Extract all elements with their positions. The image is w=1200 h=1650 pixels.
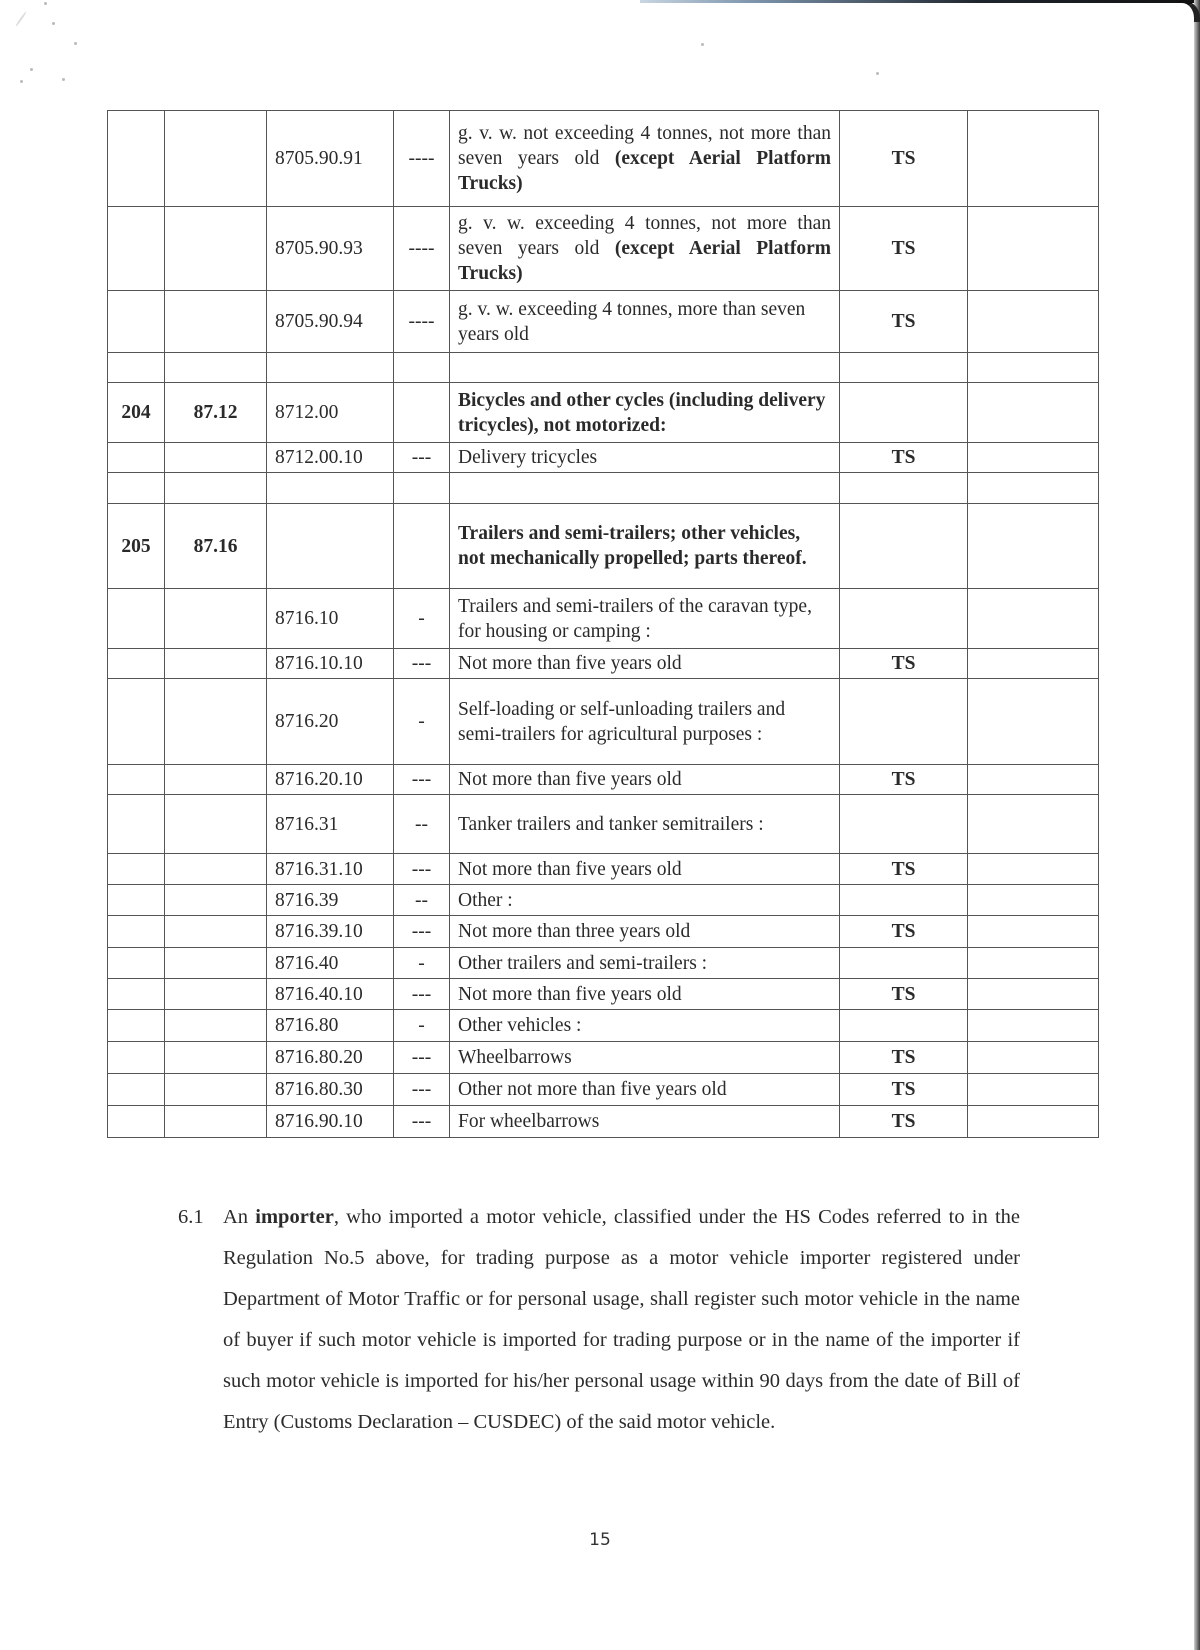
table-row — [108, 1074, 1099, 1106]
level-dash-cell — [394, 504, 450, 589]
serial-number-cell — [108, 679, 165, 765]
ts-cell — [840, 353, 968, 383]
level-dash-cell: -- — [394, 885, 450, 916]
ts-cell — [840, 795, 968, 854]
table-row — [108, 383, 1099, 443]
ts-cell — [840, 589, 968, 649]
serial-number-cell — [108, 291, 165, 353]
heading-cell — [165, 649, 267, 679]
description-bold-text: Trailers and semi-trailers; other vehicles, not mechanically propelled; parts thereof. — [458, 523, 807, 569]
description-cell — [450, 795, 840, 854]
ts-cell: TS — [840, 916, 968, 948]
hs-code-cell: 8716.31.10 — [267, 854, 394, 885]
table-row — [108, 885, 1099, 916]
ts-cell — [840, 679, 968, 765]
scan-mark — [44, 2, 47, 5]
scan-edge-top — [640, 0, 1200, 3]
scan-edge-right — [1194, 0, 1200, 1650]
description-bold-text: Bicycles and other cycles (including delivery tricycles), not motorized: — [458, 389, 826, 436]
description-text: Self-loading or self-unloading trailers and semi-trailers for agricultural purposes : — [458, 698, 786, 745]
table-row — [108, 443, 1099, 473]
heading-cell — [165, 948, 267, 979]
level-dash-cell: --- — [394, 1106, 450, 1138]
hs-code-cell: 8716.39.10 — [267, 916, 394, 948]
remarks-cell — [968, 383, 1099, 443]
serial-number-cell: 204 — [108, 383, 165, 443]
serial-number-cell — [108, 473, 165, 504]
ts-cell — [840, 885, 968, 916]
hs-code-cell: 8716.20 — [267, 679, 394, 765]
heading-cell — [165, 765, 267, 795]
description-cell — [450, 443, 840, 473]
description-cell — [450, 649, 840, 679]
heading-cell: 87.16 — [165, 504, 267, 589]
description-text: Other not more than five years old — [458, 1079, 727, 1100]
level-dash-cell: - — [394, 589, 450, 649]
heading-cell — [165, 916, 267, 948]
heading-cell — [165, 443, 267, 473]
table-row — [108, 111, 1099, 207]
paragraph-6-1 — [178, 1197, 1020, 1443]
serial-number-cell — [108, 916, 165, 948]
heading-cell — [165, 207, 267, 291]
table-row — [108, 795, 1099, 854]
remarks-cell — [968, 291, 1099, 353]
hs-code-cell: 8705.90.94 — [267, 291, 394, 353]
description-text: g. v. w. not exceeding 4 tonnes, not more than seven years old — [458, 123, 831, 169]
hs-code-cell: 8716.31 — [267, 795, 394, 854]
level-dash-cell: --- — [394, 1074, 450, 1106]
serial-number-cell — [108, 948, 165, 979]
description-cell — [450, 679, 840, 765]
paragraph-number: 6.1 — [178, 1206, 204, 1228]
heading-cell — [165, 1010, 267, 1042]
serial-number-cell: 205 — [108, 504, 165, 589]
hs-code-cell: 8705.90.93 — [267, 207, 394, 291]
ts-cell: TS — [840, 979, 968, 1010]
hs-code-cell: 8716.40.10 — [267, 979, 394, 1010]
level-dash-cell: - — [394, 1010, 450, 1042]
ts-cell: TS — [840, 443, 968, 473]
ts-cell — [840, 504, 968, 589]
table-body — [108, 111, 1099, 1138]
serial-number-cell — [108, 649, 165, 679]
table-row — [108, 916, 1099, 948]
heading-cell — [165, 795, 267, 854]
remarks-cell — [968, 1010, 1099, 1042]
table-row — [108, 854, 1099, 885]
remarks-cell — [968, 795, 1099, 854]
ts-cell — [840, 948, 968, 979]
paragraph-bold-term: importer — [255, 1206, 334, 1228]
remarks-cell — [968, 679, 1099, 765]
remarks-cell — [968, 504, 1099, 589]
description-cell — [450, 854, 840, 885]
hs-code-cell: 8716.40 — [267, 948, 394, 979]
table-row — [108, 473, 1099, 504]
remarks-cell — [968, 1042, 1099, 1074]
ts-cell — [840, 383, 968, 443]
page-number: 15 — [589, 1530, 611, 1550]
serial-number-cell — [108, 443, 165, 473]
description-cell — [450, 1106, 840, 1138]
level-dash-cell: --- — [394, 765, 450, 795]
level-dash-cell: --- — [394, 854, 450, 885]
description-text: Other : — [458, 889, 513, 911]
level-dash-cell: -- — [394, 795, 450, 854]
heading-cell — [165, 353, 267, 383]
paragraph-text — [178, 1197, 1020, 1443]
ts-cell: TS — [840, 1106, 968, 1138]
description-text: Trailers and semi-trailers of the caravan type, for housing or camping : — [458, 595, 812, 642]
serial-number-cell — [108, 854, 165, 885]
level-dash-cell — [394, 353, 450, 383]
table-row — [108, 948, 1099, 979]
serial-number-cell — [108, 765, 165, 795]
table-row — [108, 679, 1099, 765]
table-row — [108, 353, 1099, 383]
description-text: Other vehicles : — [458, 1015, 582, 1036]
level-dash-cell: - — [394, 948, 450, 979]
serial-number-cell — [108, 589, 165, 649]
ts-cell: TS — [840, 291, 968, 353]
description-cell — [450, 383, 840, 443]
serial-number-cell — [108, 207, 165, 291]
description-cell — [450, 589, 840, 649]
level-dash-cell: - — [394, 679, 450, 765]
hs-code-table — [107, 110, 1099, 1138]
ts-cell: TS — [840, 1074, 968, 1106]
heading-cell: 87.12 — [165, 383, 267, 443]
serial-number-cell — [108, 111, 165, 207]
hs-code-cell — [267, 473, 394, 504]
description-text: Other trailers and semi-trailers : — [458, 952, 708, 974]
paragraph-body: , who imported a motor vehicle, classified under the HS Codes referred to in the Regulation No.5 above, for trading purpose as a motor vehicle importer registered under Department of Motor Traffic or for personal usage, shall register such motor vehicle in the name of buyer if such motor vehicle is imported for trading purpose or in the name of the importer if such motor vehicle is imported for his/her personal usage within 90 days from the date of Bill of Entry (Customs Declaration – CUSDEC) of the said motor vehicle. — [223, 1206, 1021, 1433]
hs-code-cell: 8716.80.20 — [267, 1042, 394, 1074]
heading-cell — [165, 473, 267, 504]
heading-cell — [165, 1106, 267, 1138]
hs-code-cell: 8712.00.10 — [267, 443, 394, 473]
hs-code-cell: 8716.10.10 — [267, 649, 394, 679]
hs-code-cell: 8716.39 — [267, 885, 394, 916]
description-text: Tanker trailers and tanker semitrailers : — [458, 813, 764, 835]
description-cell — [450, 948, 840, 979]
hs-code-cell: 8716.90.10 — [267, 1106, 394, 1138]
serial-number-cell — [108, 353, 165, 383]
remarks-cell — [968, 473, 1099, 504]
serial-number-cell — [108, 1010, 165, 1042]
description-cell — [450, 916, 840, 948]
scan-mark — [74, 42, 77, 45]
description-text: g. v. w. exceeding 4 tonnes, not more than seven years old — [458, 213, 831, 259]
level-dash-cell — [394, 473, 450, 504]
remarks-cell — [968, 885, 1099, 916]
ts-cell: TS — [840, 765, 968, 795]
paragraph-lead: An — [223, 1206, 256, 1228]
level-dash-cell: --- — [394, 1042, 450, 1074]
level-dash-cell: ---- — [394, 111, 450, 207]
description-cell — [450, 1074, 840, 1106]
description-cell — [450, 291, 840, 353]
scan-mark — [20, 80, 23, 83]
remarks-cell — [968, 649, 1099, 679]
ts-cell: TS — [840, 207, 968, 291]
description-cell — [450, 504, 840, 589]
scan-mark — [62, 78, 65, 81]
level-dash-cell: --- — [394, 649, 450, 679]
serial-number-cell — [108, 885, 165, 916]
description-text: Not more than five years old — [458, 858, 682, 880]
remarks-cell — [968, 111, 1099, 207]
ts-cell: TS — [840, 854, 968, 885]
serial-number-cell — [108, 795, 165, 854]
hs-code-cell: 8712.00 — [267, 383, 394, 443]
remarks-cell — [968, 948, 1099, 979]
description-cell — [450, 765, 840, 795]
remarks-cell — [968, 1074, 1099, 1106]
description-cell — [450, 1042, 840, 1074]
scan-mark — [30, 68, 33, 71]
scan-mark — [52, 22, 55, 25]
heading-cell — [165, 1074, 267, 1106]
description-text: Not more than five years old — [458, 983, 682, 1005]
level-dash-cell: --- — [394, 979, 450, 1010]
level-dash-cell: ---- — [394, 291, 450, 353]
serial-number-cell — [108, 1042, 165, 1074]
hs-code-cell — [267, 504, 394, 589]
serial-number-cell — [108, 1074, 165, 1106]
heading-cell — [165, 111, 267, 207]
remarks-cell — [968, 353, 1099, 383]
description-cell — [450, 473, 840, 504]
table-row — [108, 1106, 1099, 1138]
ts-cell: TS — [840, 111, 968, 207]
ts-cell — [840, 473, 968, 504]
scan-mark — [15, 11, 27, 27]
heading-cell — [165, 885, 267, 916]
description-cell — [450, 979, 840, 1010]
serial-number-cell — [108, 1106, 165, 1138]
heading-cell — [165, 979, 267, 1010]
table-row — [108, 1042, 1099, 1074]
level-dash-cell — [394, 383, 450, 443]
heading-cell — [165, 589, 267, 649]
description-text: Not more than five years old — [458, 769, 682, 790]
table-row — [108, 1010, 1099, 1042]
table-row — [108, 291, 1099, 353]
table-row — [108, 649, 1099, 679]
table-row — [108, 504, 1099, 589]
description-cell — [450, 885, 840, 916]
hs-code-cell: 8716.10 — [267, 589, 394, 649]
hs-code-cell: 8716.80.30 — [267, 1074, 394, 1106]
remarks-cell — [968, 979, 1099, 1010]
scan-mark — [701, 43, 704, 46]
level-dash-cell: ---- — [394, 207, 450, 291]
description-text: Wheelbarrows — [458, 1047, 572, 1068]
level-dash-cell: --- — [394, 443, 450, 473]
remarks-cell — [968, 589, 1099, 649]
description-bold-text: (except Aerial Platform Trucks) — [458, 148, 831, 194]
remarks-cell — [968, 207, 1099, 291]
hs-code-cell: 8716.80 — [267, 1010, 394, 1042]
heading-cell — [165, 679, 267, 765]
remarks-cell — [968, 854, 1099, 885]
table-row — [108, 207, 1099, 291]
remarks-cell — [968, 443, 1099, 473]
remarks-cell — [968, 765, 1099, 795]
heading-cell — [165, 291, 267, 353]
level-dash-cell: --- — [394, 916, 450, 948]
ts-cell: TS — [840, 649, 968, 679]
description-cell — [450, 207, 840, 291]
description-text: For wheelbarrows — [458, 1111, 600, 1132]
description-text: Not more than five years old — [458, 653, 682, 674]
heading-cell — [165, 854, 267, 885]
description-cell — [450, 1010, 840, 1042]
table-row — [108, 765, 1099, 795]
hs-code-cell: 8705.90.91 — [267, 111, 394, 207]
heading-cell — [165, 1042, 267, 1074]
description-text: Not more than three years old — [458, 921, 691, 942]
table-row — [108, 979, 1099, 1010]
ts-cell: TS — [840, 1042, 968, 1074]
serial-number-cell — [108, 979, 165, 1010]
description-text: Delivery tricycles — [458, 447, 598, 468]
ts-cell — [840, 1010, 968, 1042]
description-cell — [450, 353, 840, 383]
table-row — [108, 589, 1099, 649]
description-bold-text: (except Aerial Platform Trucks) — [458, 238, 831, 284]
hs-code-cell — [267, 353, 394, 383]
description-cell — [450, 111, 840, 207]
remarks-cell — [968, 916, 1099, 948]
description-text: g. v. w. exceeding 4 tonnes, more than seven years old — [458, 298, 806, 345]
hs-code-cell: 8716.20.10 — [267, 765, 394, 795]
scan-mark — [876, 72, 879, 75]
remarks-cell — [968, 1106, 1099, 1138]
